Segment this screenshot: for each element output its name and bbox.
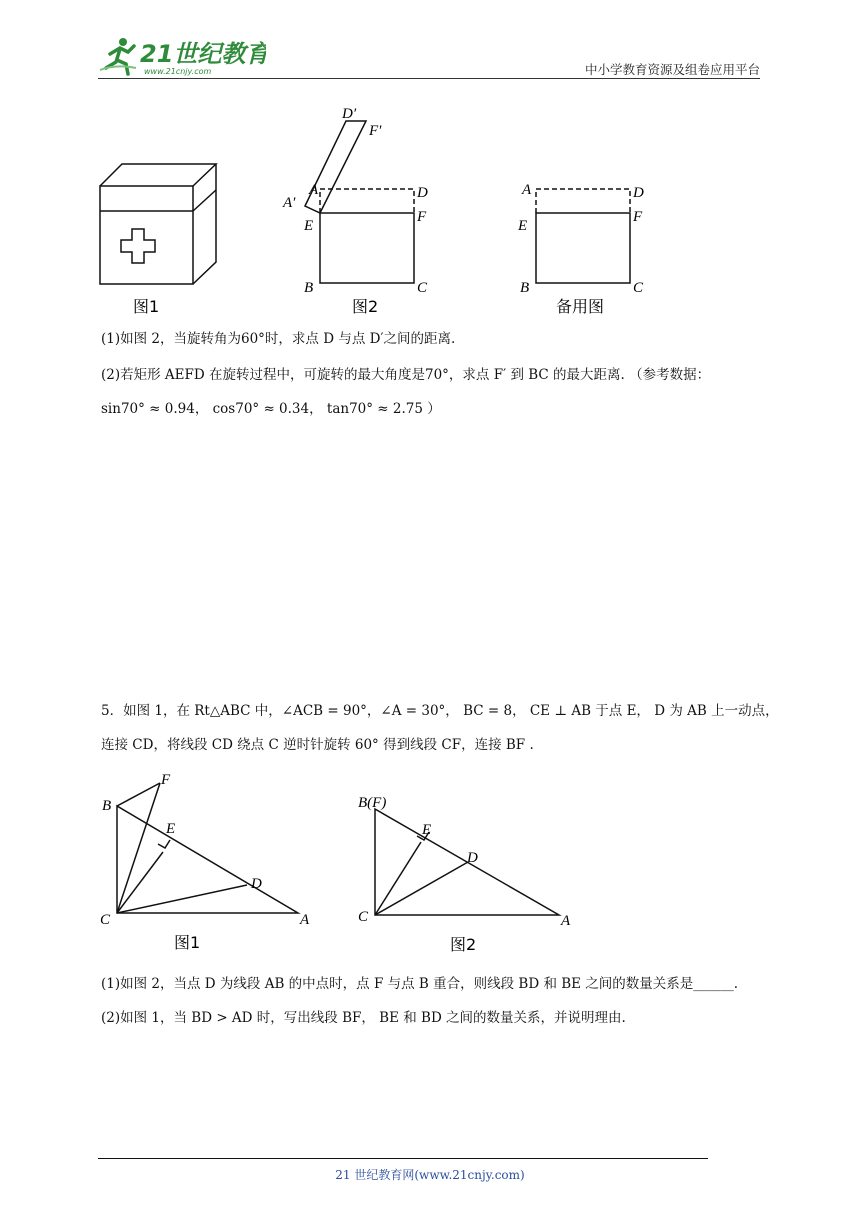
- label-C-spare: C: [633, 280, 644, 296]
- label-Aprime: A′: [283, 195, 296, 211]
- label-Fprime: F′: [369, 123, 382, 139]
- footer-divider: [98, 1158, 708, 1159]
- logo-url: www.21cnjy.com: [144, 67, 212, 76]
- q5f1-label-B: B: [102, 798, 112, 814]
- q5-stem-line2: 连接 CD，将线段 CD 绕点 C 逆时针旋转 60° 得到线段 CF，连接 BF .: [101, 737, 534, 753]
- q5-fig1-caption: 图1: [174, 933, 201, 952]
- q5f1-label-C: C: [100, 912, 111, 928]
- header-platform-text: 中小学教育资源及组卷应用平台: [584, 62, 760, 77]
- q5f2-label-BF: B(F): [358, 795, 387, 811]
- q5f2-label-E: E: [422, 822, 432, 838]
- figure-rotation: [305, 121, 414, 283]
- figure-spare: [536, 189, 630, 283]
- label-E-spare: E: [518, 218, 528, 234]
- q4-part2: (2)若矩形 AEFD 在旋转过程中，可旋转的最大角度是70°，求点 F′ 到 BC 的最大距离. （参考数据：: [101, 367, 711, 383]
- label-A: A: [309, 182, 319, 198]
- q5-fig2-caption: 图2: [450, 935, 477, 954]
- q5f2-label-C: C: [358, 909, 369, 925]
- q5-stem-line1: 5．如图 1，在 Rt△ABC 中，∠ACB = 90°，∠A = 30°， BC = 8， CE ⊥ AB 于点 E， D 为 AB 上一动点，: [101, 703, 779, 719]
- footer-text: 21 世纪教育网(www.21cnjy.com): [335, 1168, 525, 1182]
- q5f1-label-E: E: [166, 821, 176, 837]
- fig2-caption: 图2: [352, 297, 379, 316]
- q5f2-label-A: A: [561, 913, 571, 929]
- fig1-caption: 图1: [133, 297, 160, 316]
- q4-part1: (1)如图 2，当旋转角为60°时，求点 D 与点 D′之间的距离.: [101, 331, 456, 347]
- label-F: F: [417, 209, 427, 225]
- q5-figures: [0, 760, 860, 960]
- top-figures: [0, 0, 860, 330]
- label-F-spare: F: [633, 209, 643, 225]
- figure-box: [100, 164, 216, 284]
- q5-part2: (2)如图 1，当 BD > AD 时，写出线段 BF， BE 和 BD 之间的数量关系，并说明理由.: [101, 1010, 626, 1026]
- label-C: C: [417, 280, 428, 296]
- fig3-caption: 备用图: [556, 297, 605, 316]
- q5-figure1: [117, 783, 298, 913]
- q5f1-label-A: A: [300, 912, 310, 928]
- label-A-spare: A: [522, 182, 532, 198]
- q5-part1: (1)如图 2，当点 D 为线段 AB 的中点时，点 F 与点 B 重合，则线段 BD 和 BE 之间的数量关系是______.: [101, 976, 739, 992]
- logo-text: 21世纪教育: [140, 40, 266, 68]
- label-E: E: [304, 218, 314, 234]
- label-B: B: [304, 280, 314, 296]
- q4-reference-data: sin70° ≈ 0.94， cos70° ≈ 0.34， tan70° ≈ 2.75 ）: [101, 401, 441, 417]
- label-B-spare: B: [520, 280, 530, 296]
- q5f1-label-D: D: [251, 876, 262, 892]
- q5f1-label-F: F: [161, 772, 171, 788]
- label-D: D: [417, 185, 428, 201]
- label-D-spare: D: [633, 185, 644, 201]
- q5f2-label-D: D: [467, 850, 478, 866]
- label-Dprime: D′: [342, 106, 357, 122]
